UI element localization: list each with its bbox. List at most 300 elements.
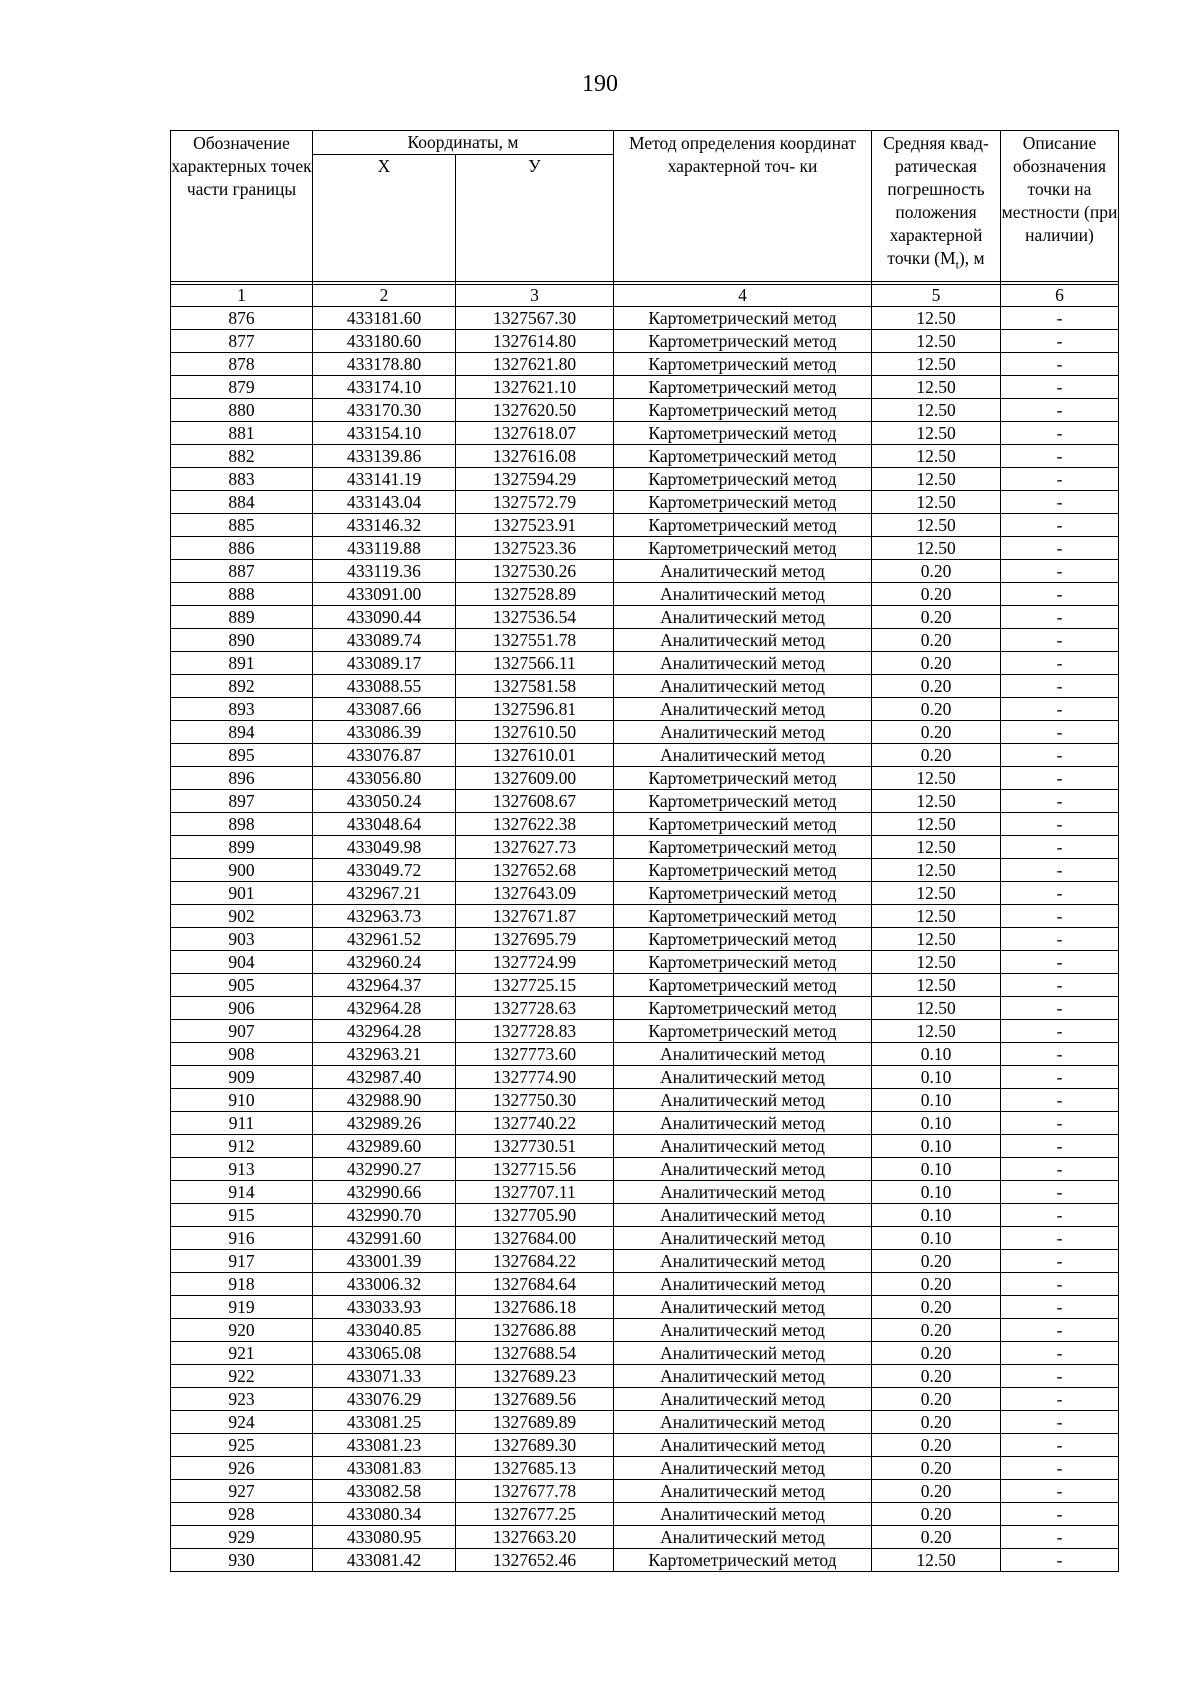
cell-description: -: [1001, 1388, 1119, 1411]
cell-description: -: [1001, 1342, 1119, 1365]
table-row: [171, 606, 1119, 629]
cell-description: -: [1001, 560, 1119, 583]
table-row: [171, 445, 1119, 468]
cell-description: -: [1001, 399, 1119, 422]
cell-method: Аналитический метод: [614, 675, 872, 698]
cell-description: -: [1001, 376, 1119, 399]
cell-method: Картометрический метод: [614, 905, 872, 928]
cell-description: -: [1001, 1066, 1119, 1089]
cell-method: Картометрический метод: [614, 928, 872, 951]
cell-mean-error: 12.50: [872, 790, 1001, 813]
cell-coord-y: 1327523.36: [456, 537, 614, 560]
header-point-designation: Обозначение характерных точек части границы: [171, 131, 313, 282]
cell-coord-y: 1327621.80: [456, 353, 614, 376]
cell-coord-y: 1327622.38: [456, 813, 614, 836]
cell-point-id: 924: [171, 1411, 313, 1434]
cell-description: -: [1001, 974, 1119, 997]
header-y: У: [456, 155, 614, 282]
cell-coord-x: 433141.19: [313, 468, 456, 491]
cell-point-id: 915: [171, 1204, 313, 1227]
cell-mean-error: 0.10: [872, 1158, 1001, 1181]
cell-mean-error: 12.50: [872, 307, 1001, 330]
cell-description: -: [1001, 1158, 1119, 1181]
header-mean-error-text: Средняя квад- ратическая погрешность положения характерной точки (M: [883, 133, 989, 268]
table-row: [171, 790, 1119, 813]
table-row: [171, 330, 1119, 353]
cell-point-id: 926: [171, 1457, 313, 1480]
cell-coord-y: 1327689.89: [456, 1411, 614, 1434]
cell-mean-error: 0.20: [872, 1365, 1001, 1388]
column-number: 4: [614, 285, 872, 307]
cell-method: Аналитический метод: [614, 1342, 872, 1365]
cell-mean-error: 0.20: [872, 606, 1001, 629]
table-row: [171, 1089, 1119, 1112]
cell-mean-error: 0.20: [872, 560, 1001, 583]
cell-mean-error: 0.10: [872, 1181, 1001, 1204]
cell-mean-error: 0.20: [872, 1503, 1001, 1526]
cell-mean-error: 12.50: [872, 445, 1001, 468]
table-row: [171, 1135, 1119, 1158]
column-number: 1: [171, 285, 313, 307]
cell-method: Картометрический метод: [614, 514, 872, 537]
table-row: [171, 1503, 1119, 1526]
cell-method: Аналитический метод: [614, 698, 872, 721]
table-row: [171, 882, 1119, 905]
cell-mean-error: 12.50: [872, 537, 1001, 560]
cell-description: -: [1001, 767, 1119, 790]
cell-point-id: 883: [171, 468, 313, 491]
table-row: [171, 422, 1119, 445]
column-number: 3: [456, 285, 614, 307]
table-row: [171, 1273, 1119, 1296]
cell-point-id: 884: [171, 491, 313, 514]
table-row: [171, 1250, 1119, 1273]
cell-mean-error: 0.20: [872, 1457, 1001, 1480]
cell-coord-x: 432990.66: [313, 1181, 456, 1204]
cell-coord-y: 1327567.30: [456, 307, 614, 330]
cell-coord-y: 1327652.68: [456, 859, 614, 882]
cell-point-id: 921: [171, 1342, 313, 1365]
cell-coord-y: 1327705.90: [456, 1204, 614, 1227]
cell-method: Картометрический метод: [614, 836, 872, 859]
cell-coord-y: 1327528.89: [456, 583, 614, 606]
cell-mean-error: 0.10: [872, 1204, 1001, 1227]
cell-coord-x: 433091.00: [313, 583, 456, 606]
cell-point-id: 903: [171, 928, 313, 951]
cell-description: -: [1001, 514, 1119, 537]
cell-point-id: 885: [171, 514, 313, 537]
cell-coord-y: 1327689.56: [456, 1388, 614, 1411]
cell-mean-error: 0.10: [872, 1135, 1001, 1158]
cell-coord-y: 1327715.56: [456, 1158, 614, 1181]
cell-description: -: [1001, 330, 1119, 353]
table-row: [171, 1457, 1119, 1480]
cell-coord-x: 433087.66: [313, 698, 456, 721]
cell-coord-y: 1327572.79: [456, 491, 614, 514]
cell-coord-x: 433080.95: [313, 1526, 456, 1549]
cell-coord-x: 433082.58: [313, 1480, 456, 1503]
table-row: [171, 353, 1119, 376]
cell-coord-x: 433170.30: [313, 399, 456, 422]
table-row: [171, 813, 1119, 836]
cell-point-id: 929: [171, 1526, 313, 1549]
cell-method: Аналитический метод: [614, 721, 872, 744]
cell-description: -: [1001, 882, 1119, 905]
cell-mean-error: 12.50: [872, 905, 1001, 928]
cell-method: Картометрический метод: [614, 1549, 872, 1572]
cell-description: -: [1001, 1365, 1119, 1388]
cell-coord-x: 433071.33: [313, 1365, 456, 1388]
cell-description: -: [1001, 698, 1119, 721]
table-row: [171, 491, 1119, 514]
cell-point-id: 927: [171, 1480, 313, 1503]
header-coordinates: Координаты, м: [313, 131, 614, 155]
cell-coord-x: 432987.40: [313, 1066, 456, 1089]
cell-method: Аналитический метод: [614, 1388, 872, 1411]
cell-coord-x: 433033.93: [313, 1296, 456, 1319]
table-row: [171, 1549, 1119, 1572]
cell-coord-x: 433040.85: [313, 1319, 456, 1342]
cell-description: -: [1001, 1434, 1119, 1457]
cell-method: Аналитический метод: [614, 1043, 872, 1066]
cell-method: Аналитический метод: [614, 1089, 872, 1112]
cell-description: -: [1001, 1411, 1119, 1434]
cell-coord-y: 1327566.11: [456, 652, 614, 675]
cell-coord-y: 1327707.11: [456, 1181, 614, 1204]
cell-description: -: [1001, 1273, 1119, 1296]
cell-mean-error: 12.50: [872, 399, 1001, 422]
cell-coord-y: 1327686.18: [456, 1296, 614, 1319]
cell-description: -: [1001, 491, 1119, 514]
cell-coord-x: 433143.04: [313, 491, 456, 514]
cell-coord-y: 1327724.99: [456, 951, 614, 974]
cell-mean-error: 0.20: [872, 629, 1001, 652]
cell-method: Картометрический метод: [614, 951, 872, 974]
cell-description: -: [1001, 790, 1119, 813]
cell-coord-y: 1327689.30: [456, 1434, 614, 1457]
cell-coord-y: 1327551.78: [456, 629, 614, 652]
cell-point-id: 878: [171, 353, 313, 376]
cell-method: Аналитический метод: [614, 1204, 872, 1227]
column-number-row: [171, 285, 1119, 307]
cell-coord-y: 1327530.26: [456, 560, 614, 583]
cell-mean-error: 0.10: [872, 1066, 1001, 1089]
cell-point-id: 882: [171, 445, 313, 468]
cell-description: -: [1001, 675, 1119, 698]
cell-coord-x: 433080.34: [313, 1503, 456, 1526]
cell-coord-x: 433048.64: [313, 813, 456, 836]
cell-description: -: [1001, 422, 1119, 445]
cell-coord-y: 1327627.73: [456, 836, 614, 859]
cell-description: -: [1001, 606, 1119, 629]
table-row: [171, 767, 1119, 790]
cell-coord-y: 1327621.10: [456, 376, 614, 399]
table-row: [171, 698, 1119, 721]
cell-coord-x: 432964.28: [313, 1020, 456, 1043]
table-row: [171, 1043, 1119, 1066]
cell-coord-x: 432990.27: [313, 1158, 456, 1181]
cell-coord-y: 1327608.67: [456, 790, 614, 813]
cell-coord-x: 433090.44: [313, 606, 456, 629]
header-x: X: [313, 155, 456, 282]
cell-point-id: 922: [171, 1365, 313, 1388]
cell-mean-error: 12.50: [872, 836, 1001, 859]
cell-description: -: [1001, 629, 1119, 652]
table-row: [171, 905, 1119, 928]
cell-point-id: 930: [171, 1549, 313, 1572]
cell-mean-error: 12.50: [872, 1549, 1001, 1572]
cell-mean-error: 12.50: [872, 859, 1001, 882]
table-row: [171, 1158, 1119, 1181]
cell-coord-x: 433056.80: [313, 767, 456, 790]
header-method: Метод определения координат характерной точ- ки: [614, 131, 872, 282]
cell-coord-y: 1327684.22: [456, 1250, 614, 1273]
table-row: [171, 1112, 1119, 1135]
cell-point-id: 909: [171, 1066, 313, 1089]
cell-coord-x: 432967.21: [313, 882, 456, 905]
cell-mean-error: 0.20: [872, 1388, 1001, 1411]
cell-method: Картометрический метод: [614, 491, 872, 514]
cell-point-id: 894: [171, 721, 313, 744]
cell-coord-x: 432989.60: [313, 1135, 456, 1158]
cell-method: Картометрический метод: [614, 974, 872, 997]
cell-description: -: [1001, 744, 1119, 767]
table-row: [171, 974, 1119, 997]
cell-mean-error: 0.20: [872, 744, 1001, 767]
cell-method: Аналитический метод: [614, 744, 872, 767]
table-row: [171, 560, 1119, 583]
cell-method: Картометрический метод: [614, 882, 872, 905]
cell-coord-y: 1327685.13: [456, 1457, 614, 1480]
table-row: [171, 859, 1119, 882]
cell-coord-x: 432991.60: [313, 1227, 456, 1250]
cell-method: Аналитический метод: [614, 560, 872, 583]
cell-coord-x: 433081.23: [313, 1434, 456, 1457]
table-row: [171, 1319, 1119, 1342]
cell-coord-x: 433081.42: [313, 1549, 456, 1572]
cell-coord-x: 432963.73: [313, 905, 456, 928]
cell-coord-x: 433076.87: [313, 744, 456, 767]
table-row: [171, 1388, 1119, 1411]
cell-coord-y: 1327652.46: [456, 1549, 614, 1572]
table-row: [171, 1411, 1119, 1434]
cell-mean-error: 12.50: [872, 928, 1001, 951]
cell-coord-x: 433065.08: [313, 1342, 456, 1365]
cell-coord-y: 1327750.30: [456, 1089, 614, 1112]
cell-method: Картометрический метод: [614, 1020, 872, 1043]
table-row: [171, 514, 1119, 537]
cell-point-id: 916: [171, 1227, 313, 1250]
cell-method: Аналитический метод: [614, 1250, 872, 1273]
cell-mean-error: 12.50: [872, 422, 1001, 445]
cell-coord-y: 1327610.50: [456, 721, 614, 744]
cell-coord-x: 433081.25: [313, 1411, 456, 1434]
cell-method: Картометрический метод: [614, 445, 872, 468]
cell-method: Картометрический метод: [614, 790, 872, 813]
cell-coord-x: 433089.74: [313, 629, 456, 652]
cell-point-id: 899: [171, 836, 313, 859]
cell-point-id: 879: [171, 376, 313, 399]
cell-coord-y: 1327730.51: [456, 1135, 614, 1158]
cell-coord-y: 1327677.25: [456, 1503, 614, 1526]
cell-point-id: 910: [171, 1089, 313, 1112]
cell-point-id: 893: [171, 698, 313, 721]
cell-method: Аналитический метод: [614, 1273, 872, 1296]
cell-point-id: 906: [171, 997, 313, 1020]
cell-coord-x: 432988.90: [313, 1089, 456, 1112]
cell-coord-x: 432990.70: [313, 1204, 456, 1227]
cell-coord-y: 1327581.58: [456, 675, 614, 698]
cell-coord-y: 1327774.90: [456, 1066, 614, 1089]
cell-mean-error: 12.50: [872, 353, 1001, 376]
cell-coord-y: 1327609.00: [456, 767, 614, 790]
cell-mean-error: 0.10: [872, 1043, 1001, 1066]
cell-method: Картометрический метод: [614, 859, 872, 882]
cell-mean-error: 12.50: [872, 882, 1001, 905]
table-row: [171, 1342, 1119, 1365]
cell-coord-y: 1327689.23: [456, 1365, 614, 1388]
cell-description: -: [1001, 445, 1119, 468]
cell-coord-y: 1327616.08: [456, 445, 614, 468]
cell-method: Аналитический метод: [614, 606, 872, 629]
cell-point-id: 913: [171, 1158, 313, 1181]
cell-point-id: 918: [171, 1273, 313, 1296]
cell-method: Аналитический метод: [614, 1319, 872, 1342]
page-number: 190: [582, 71, 618, 97]
cell-method: Картометрический метод: [614, 537, 872, 560]
cell-description: -: [1001, 813, 1119, 836]
cell-method: Аналитический метод: [614, 1411, 872, 1434]
cell-mean-error: 12.50: [872, 767, 1001, 790]
table-row: [171, 468, 1119, 491]
cell-method: Картометрический метод: [614, 997, 872, 1020]
cell-description: -: [1001, 997, 1119, 1020]
cell-description: -: [1001, 1526, 1119, 1549]
cell-description: -: [1001, 1020, 1119, 1043]
cell-mean-error: 12.50: [872, 997, 1001, 1020]
cell-point-id: 890: [171, 629, 313, 652]
cell-method: Аналитический метод: [614, 1135, 872, 1158]
cell-mean-error: 0.20: [872, 1480, 1001, 1503]
cell-mean-error: 0.20: [872, 1296, 1001, 1319]
cell-description: -: [1001, 1181, 1119, 1204]
table-row: [171, 1296, 1119, 1319]
cell-point-id: 891: [171, 652, 313, 675]
cell-method: Аналитический метод: [614, 1365, 872, 1388]
cell-point-id: 895: [171, 744, 313, 767]
cell-point-id: 914: [171, 1181, 313, 1204]
cell-coord-y: 1327677.78: [456, 1480, 614, 1503]
cell-coord-y: 1327594.29: [456, 468, 614, 491]
cell-point-id: 881: [171, 422, 313, 445]
cell-coord-x: 433049.72: [313, 859, 456, 882]
cell-mean-error: 0.20: [872, 1434, 1001, 1457]
table-row: [171, 744, 1119, 767]
cell-method: Картометрический метод: [614, 307, 872, 330]
cell-point-id: 887: [171, 560, 313, 583]
cell-mean-error: 0.20: [872, 652, 1001, 675]
cell-method: Картометрический метод: [614, 353, 872, 376]
table-row: [171, 583, 1119, 606]
cell-point-id: 880: [171, 399, 313, 422]
cell-point-id: 912: [171, 1135, 313, 1158]
cell-point-id: 902: [171, 905, 313, 928]
cell-coord-y: 1327728.63: [456, 997, 614, 1020]
column-number: 5: [872, 285, 1001, 307]
cell-coord-y: 1327686.88: [456, 1319, 614, 1342]
cell-coord-x: 433089.17: [313, 652, 456, 675]
cell-mean-error: 12.50: [872, 468, 1001, 491]
cell-coord-y: 1327663.20: [456, 1526, 614, 1549]
table-row: [171, 1365, 1119, 1388]
cell-point-id: 928: [171, 1503, 313, 1526]
cell-point-id: 904: [171, 951, 313, 974]
cell-mean-error: 12.50: [872, 491, 1001, 514]
cell-method: Аналитический метод: [614, 629, 872, 652]
cell-coord-x: 433081.83: [313, 1457, 456, 1480]
cell-mean-error: 0.20: [872, 583, 1001, 606]
cell-mean-error: 12.50: [872, 813, 1001, 836]
cell-coord-x: 432963.21: [313, 1043, 456, 1066]
cell-coord-x: 432961.52: [313, 928, 456, 951]
cell-coord-x: 433181.60: [313, 307, 456, 330]
cell-description: -: [1001, 1043, 1119, 1066]
table-row: [171, 675, 1119, 698]
cell-point-id: 900: [171, 859, 313, 882]
cell-mean-error: 0.20: [872, 1273, 1001, 1296]
cell-coord-y: 1327728.83: [456, 1020, 614, 1043]
table-row: [171, 997, 1119, 1020]
table-row: [171, 721, 1119, 744]
cell-mean-error: 12.50: [872, 1020, 1001, 1043]
cell-mean-error: 12.50: [872, 376, 1001, 399]
cell-coord-x: 433119.36: [313, 560, 456, 583]
cell-method: Аналитический метод: [614, 1457, 872, 1480]
column-number: 2: [313, 285, 456, 307]
cell-description: -: [1001, 1457, 1119, 1480]
cell-method: Аналитический метод: [614, 1296, 872, 1319]
cell-description: -: [1001, 583, 1119, 606]
cell-coord-x: 433119.88: [313, 537, 456, 560]
header-description: Описание обозначения точки на местности (при наличии): [1001, 131, 1119, 282]
cell-point-id: 920: [171, 1319, 313, 1342]
cell-coord-y: 1327618.07: [456, 422, 614, 445]
cell-coord-x: 432960.24: [313, 951, 456, 974]
cell-description: -: [1001, 468, 1119, 491]
table-row: [171, 376, 1119, 399]
cell-coord-y: 1327773.60: [456, 1043, 614, 1066]
cell-coord-x: 433146.32: [313, 514, 456, 537]
cell-description: -: [1001, 1319, 1119, 1342]
cell-description: -: [1001, 928, 1119, 951]
cell-description: -: [1001, 721, 1119, 744]
cell-coord-y: 1327684.00: [456, 1227, 614, 1250]
cell-method: Картометрический метод: [614, 468, 872, 491]
cell-point-id: 925: [171, 1434, 313, 1457]
table-row: [171, 1066, 1119, 1089]
table-row: [171, 652, 1119, 675]
table-row: [171, 1526, 1119, 1549]
cell-description: -: [1001, 1296, 1119, 1319]
cell-coord-x: 433049.98: [313, 836, 456, 859]
header-mean-error: [872, 131, 1001, 282]
table-row: [171, 1020, 1119, 1043]
table-row: [171, 1434, 1119, 1457]
cell-point-id: 917: [171, 1250, 313, 1273]
cell-description: -: [1001, 1480, 1119, 1503]
cell-method: Картометрический метод: [614, 813, 872, 836]
cell-coord-y: 1327614.80: [456, 330, 614, 353]
